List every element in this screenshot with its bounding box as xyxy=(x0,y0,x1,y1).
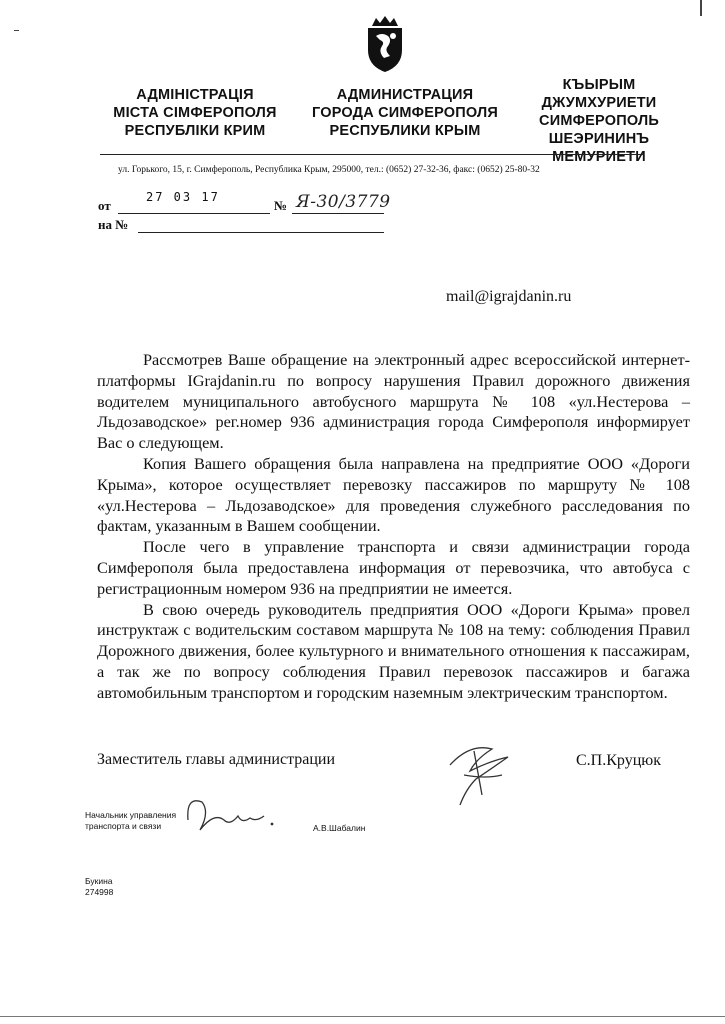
header-line: ШЕЭРИНИНЪ xyxy=(548,131,650,147)
header-line: МІСТА СІМФЕРОПОЛЯ xyxy=(113,105,277,121)
body-paragraph: После чего в управление транспорта и связи администрации города Симферополя была предоставлена информация от перевозчика, что автобуса с регистрационным номером 936 на предприятии не имеется. xyxy=(97,537,690,598)
address-line: ул. Горького, 15, г. Симферополь, Республика Крым, 295000, тел.: (0652) 27-32-36, факс: (0652) 25-80-32 xyxy=(118,165,540,175)
scan-bottom-edge xyxy=(0,1016,725,1017)
from-label: от xyxy=(98,198,111,213)
letter-body xyxy=(97,350,690,704)
executor-block xyxy=(85,876,113,898)
header-line: ГОРОДА СИМФЕРОПОЛЯ xyxy=(311,105,499,121)
body-paragraph: Копия Вашего обращения была направлена на предприятие ООО «Дороги Крыма», которое осуществляет перевозку пассажиров по маршруту № 108 «ул.Нестерова – Льдозаводское» для проведения служебного расследования по фактам, указанным в Вашем сообщении. xyxy=(97,453,690,536)
coat-of-arms-emblem xyxy=(362,14,408,74)
signer-position: Заместитель главы администрации xyxy=(97,751,336,768)
header-line: РЕСПУБЛИКИ КРЫМ xyxy=(329,123,481,139)
signature-scribble xyxy=(430,735,530,815)
incoming-underline xyxy=(138,232,384,233)
incoming-number-label: на № xyxy=(98,217,129,232)
header-line: СИМФЕРОПОЛЬ xyxy=(539,113,659,129)
body-paragraph: В свою очередь руководитель предприятия ООО «Дороги Крыма» провел инструктаж с водительским составом маршрута № 108 на тему: соблюдения Правил Дорожного движения, более культурного и внимательного отношения к пассажирам, а так же по вопросу соблюдения Правил перевозок пассажиров и багажа автомобильным транспортом и городским наземным электрическим транспортом. xyxy=(97,599,690,702)
number-label: № xyxy=(274,198,288,213)
number-underline xyxy=(292,213,384,214)
header-ukrainian xyxy=(100,86,290,140)
header-russian xyxy=(300,86,510,140)
header-divider xyxy=(100,154,644,155)
approver-signature-scribble xyxy=(180,790,280,840)
signer-name: С.П.Круцюк xyxy=(576,752,661,769)
header-line: АДМИНИСТРАЦИЯ xyxy=(336,87,474,103)
approver-title xyxy=(85,810,176,832)
date-underline xyxy=(118,213,270,214)
scan-mark xyxy=(14,30,19,31)
body-paragraph: Рассмотрев Ваше обращение на электронный адрес всероссийской интернет-платформы IGrajdanin.ru по вопросу нарушения Правил дорожного движения водителем муниципального автобусного маршрута № 108 «ул.Нестерова – Льдозаводское» рег.номер 936 администрация города Симферополя информирует Вас о следующем. xyxy=(97,350,690,453)
approver-title-line: транспорта и связи xyxy=(85,821,162,831)
header-line: АДМІНІСТРАЦІЯ xyxy=(136,87,254,103)
executor-phone: 274998 xyxy=(85,887,114,897)
outgoing-number: Я-30/3779 xyxy=(296,192,391,212)
header-line: КЪЫРЫМ ДЖУМХУРИЕТИ xyxy=(541,77,657,111)
approver-name: А.В.Шабалин xyxy=(313,823,366,833)
executor-name: Букина xyxy=(85,876,113,886)
recipient-email: mail@igrajdanin.ru xyxy=(446,288,572,305)
approver-title-line: Начальник управления xyxy=(85,810,177,820)
header-line: МЕМУРИЕТИ xyxy=(552,149,646,165)
header-line: РЕСПУБЛІКИ КРИМ xyxy=(124,123,266,139)
scan-mark xyxy=(700,0,702,16)
header-crimean-tatar xyxy=(508,76,690,166)
outgoing-date: 27 03 17 xyxy=(146,190,220,204)
